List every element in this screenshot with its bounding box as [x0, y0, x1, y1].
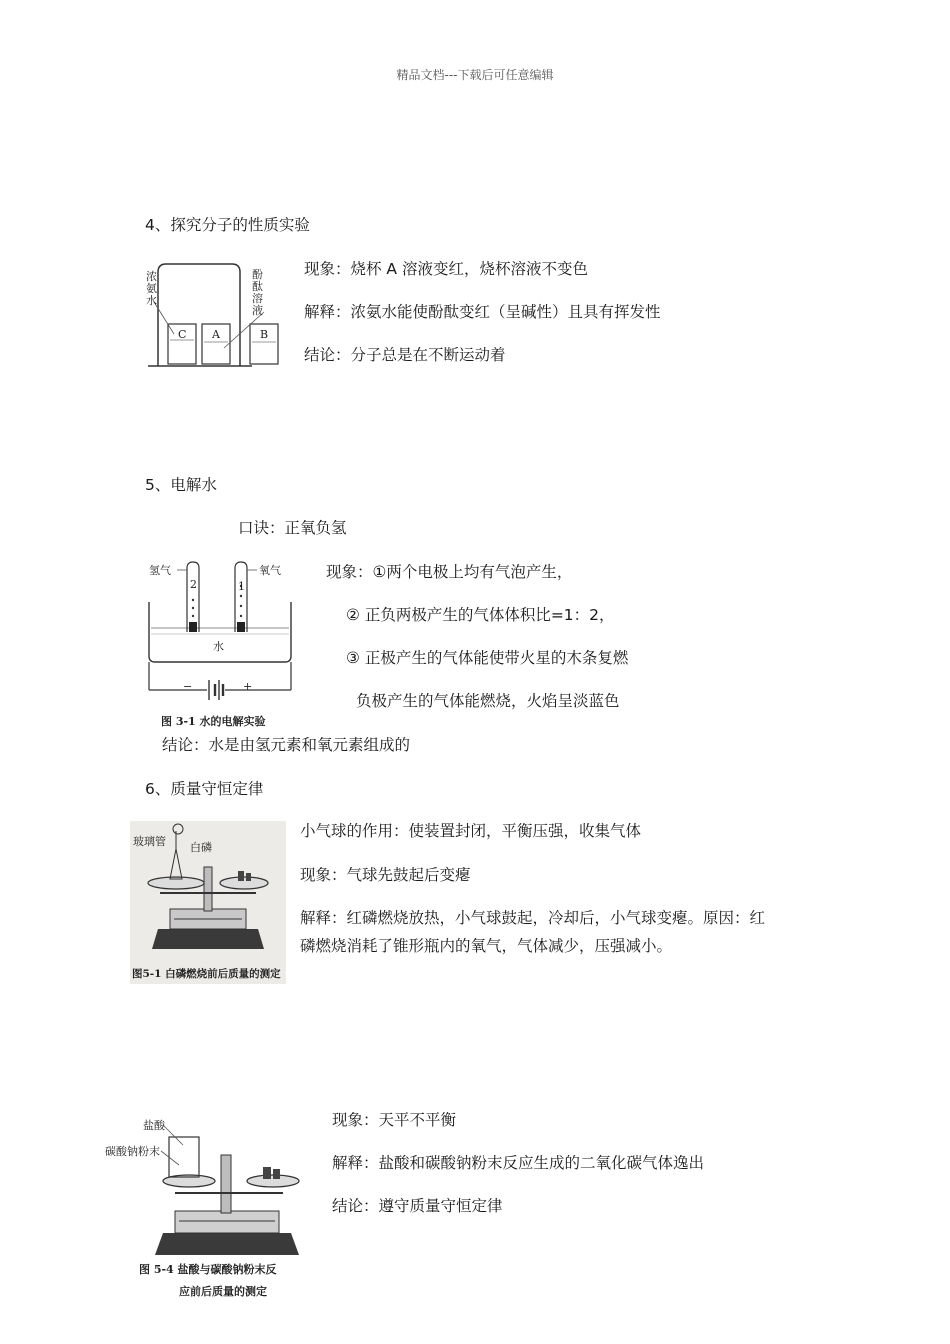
- molecule-experiment-figure: [140, 258, 290, 370]
- phenol-label-1: 酚: [252, 268, 263, 281]
- carbonate-balance-figure: [103, 1115, 308, 1305]
- s5-mnemonic: 口诀：正氧负氢: [238, 519, 347, 537]
- phosphorus-caption: 图5-1 白磷燃烧前后质量的测定: [132, 968, 281, 980]
- water-label: 水: [213, 640, 224, 653]
- beaker-c-label: C: [178, 328, 187, 341]
- s6-explanation-2: 解释：盐酸和碳酸钠粉末反应生成的二氧化碳气体逸出: [332, 1154, 705, 1172]
- phosphorus-balance-figure: [130, 821, 286, 984]
- s5-conclusion: 结论：水是由氢元素和氧元素组成的: [162, 736, 411, 754]
- s6-phenomenon-2: 现象：天平不平衡: [332, 1111, 457, 1129]
- phenol-label-3: 溶: [252, 292, 263, 305]
- hydrogen-label: 氢气: [149, 564, 171, 577]
- s6-balloon-role: 小气球的作用：使装置封闭，平衡压强，收集气体: [300, 822, 642, 840]
- page-header: 精品文档---下载后可任意编辑: [396, 68, 554, 82]
- carbonate-caption-2: 应前后质量的测定: [179, 1285, 267, 1298]
- glass-tube-label: 玻璃管: [133, 835, 166, 848]
- section-5-title: 5、电解水: [145, 476, 217, 494]
- white-phosphorus-label: 白磷: [190, 841, 212, 854]
- ammonia-label-3: 水: [146, 294, 157, 307]
- s4-phenomenon: 现象：烧杯 A 溶液变红，烧杯溶液不变色: [304, 260, 588, 278]
- tube-2-label: 2: [190, 578, 197, 591]
- hcl-label: 盐酸: [143, 1119, 165, 1132]
- s6-phenomenon: 现象：气球先鼓起后变瘪: [300, 866, 471, 884]
- carbonate-caption-1: 图 5-4 盐酸与碳酸钠粉末反: [139, 1263, 277, 1276]
- sodium-carbonate-label: 碳酸钠粉末: [105, 1145, 160, 1158]
- electrolysis-figure: [143, 556, 303, 732]
- s4-explanation: 解释：浓氨水能使酚酞变红（呈碱性）且具有挥发性: [304, 303, 661, 321]
- negative-terminal: −: [183, 680, 193, 693]
- ammonia-label-1: 浓: [146, 270, 157, 283]
- oxygen-label: 氧气: [259, 564, 281, 577]
- s6-explanation-line-1: 解释：红磷燃烧放热，小气球鼓起，冷却后，小气球变瘪。原因：红: [300, 909, 766, 927]
- ammonia-label-2: 氨: [146, 282, 157, 295]
- s5-phenomenon-1: 现象：①两个电极上均有气泡产生，: [326, 563, 573, 581]
- s5-phenomenon-2: ② 正负两极产生的气体体积比=1：2，: [346, 606, 615, 624]
- phenol-label-2: 酞: [252, 280, 263, 293]
- s4-conclusion: 结论：分子总是在不断运动着: [304, 346, 506, 364]
- s6-explanation-line-2: 磷燃烧消耗了锥形瓶内的氧气，气体减少，压强减小。: [300, 937, 673, 955]
- section-4-title: 4、探究分子的性质实验: [145, 216, 310, 234]
- s5-phenomenon-4: 负极产生的气体能燃烧，火焰呈淡蓝色: [356, 692, 620, 710]
- beaker-a-label: A: [212, 328, 220, 341]
- beaker-b-label: B: [260, 328, 269, 341]
- s6-conclusion-2: 结论：遵守质量守恒定律: [332, 1197, 503, 1215]
- phenol-label-4: 液: [252, 304, 263, 317]
- s5-phenomenon-3: ③ 正极产生的气体能使带火星的木条复燃: [346, 649, 629, 667]
- section-6-title: 6、质量守恒定律: [145, 780, 264, 798]
- positive-terminal: +: [243, 680, 253, 693]
- tube-1-label: 1: [238, 580, 245, 593]
- electrolysis-caption: 图 3-1 水的电解实验: [161, 715, 266, 728]
